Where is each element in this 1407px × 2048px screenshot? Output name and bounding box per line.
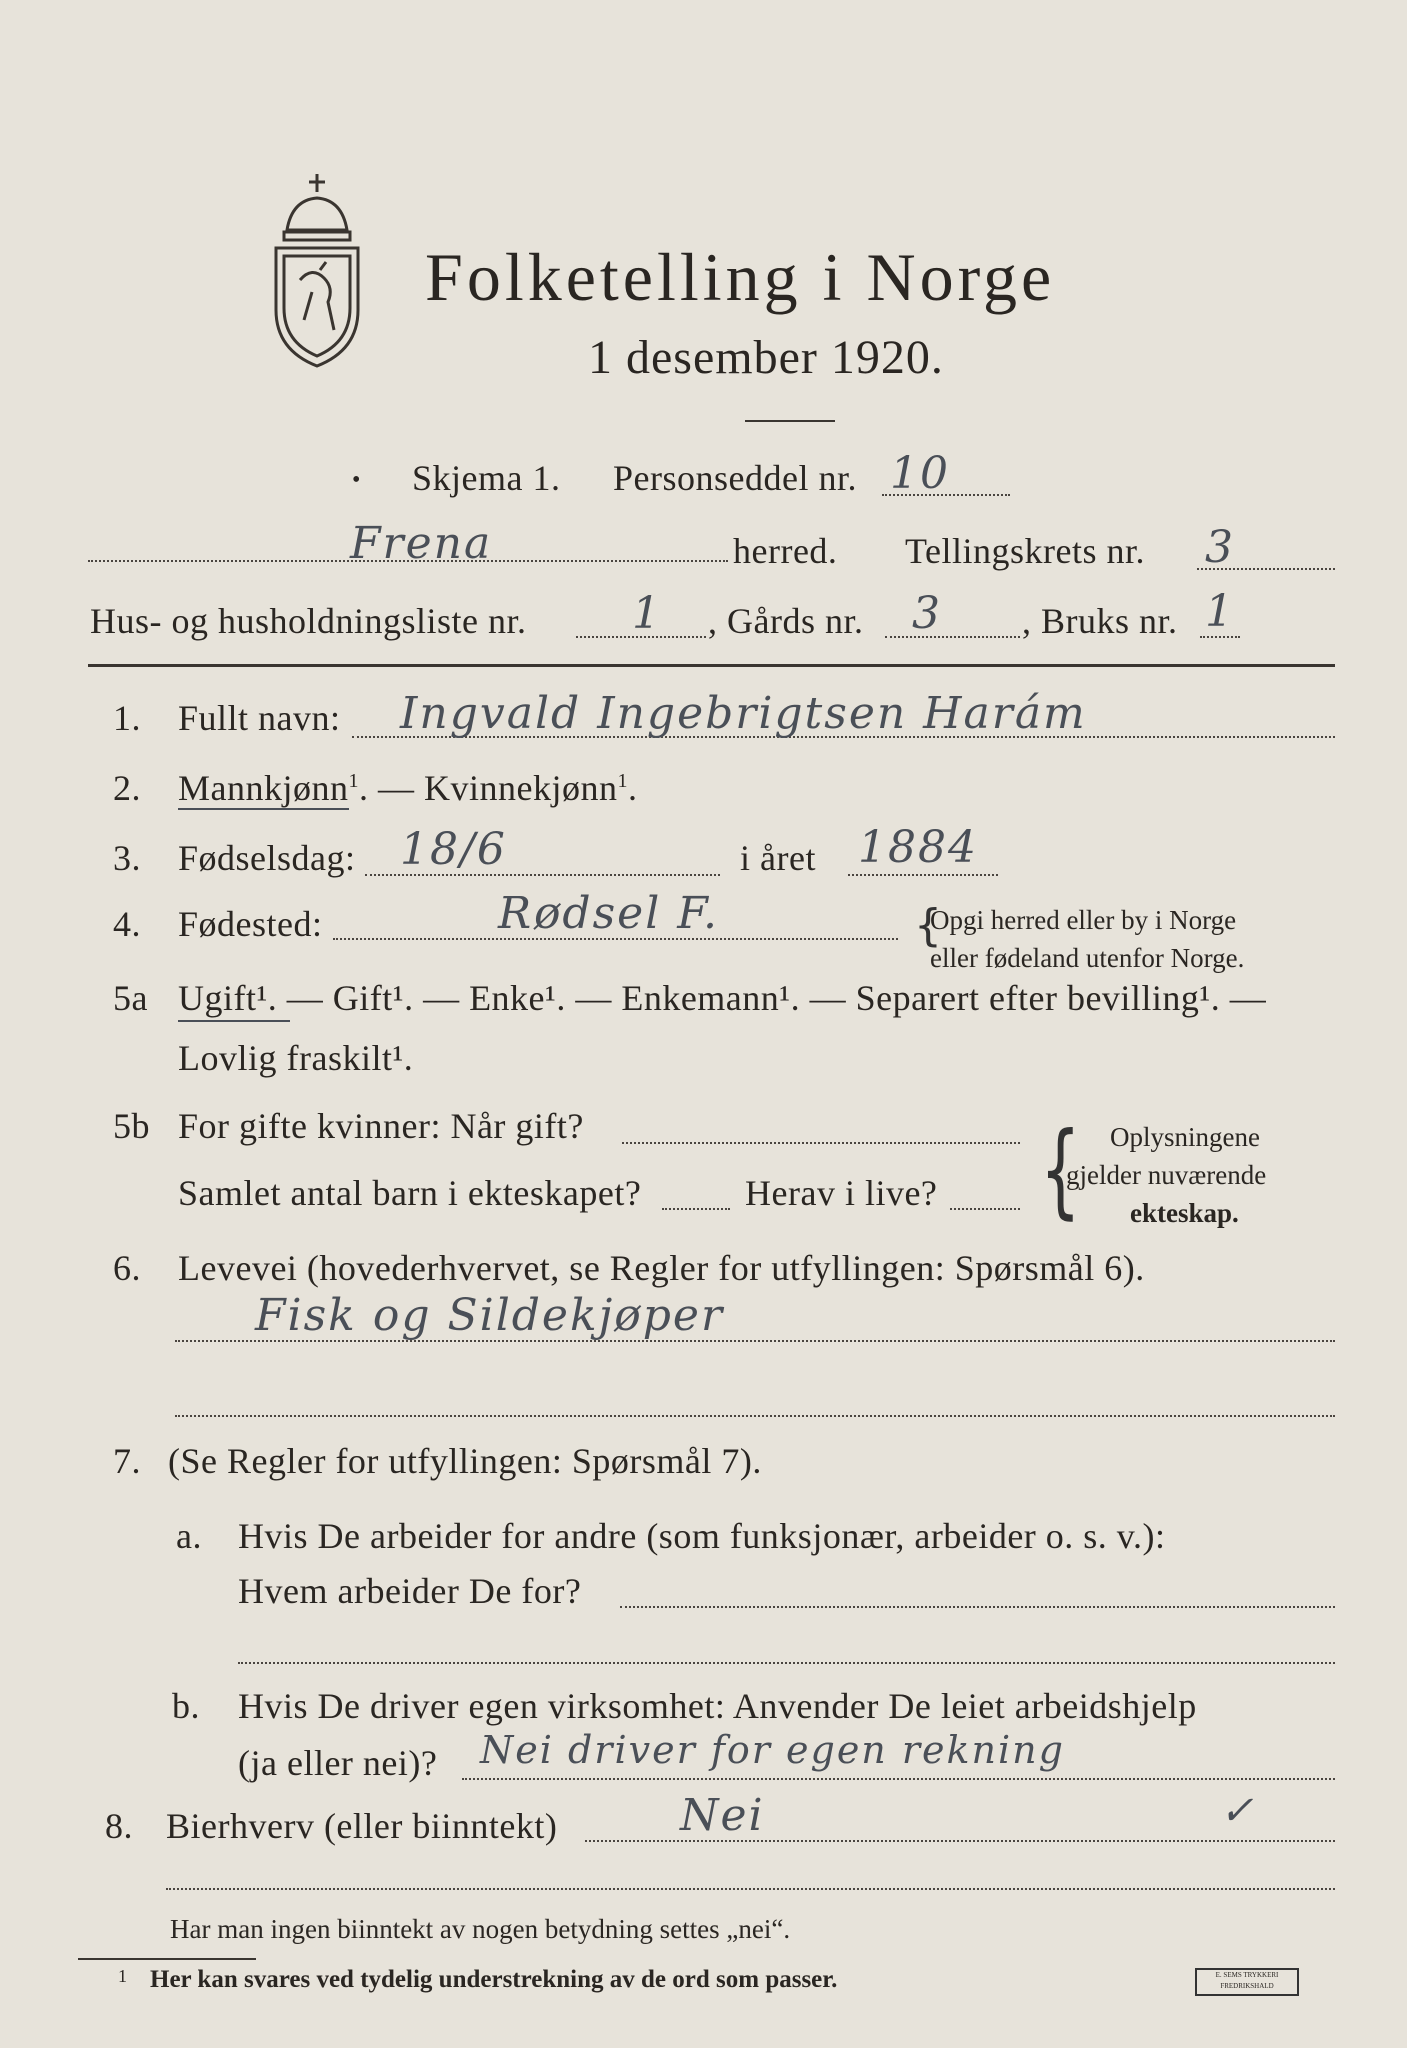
q5a-options-line2[interactable]: Lovlig fraskilt¹. (178, 1038, 414, 1078)
q4-note-line2: eller fødeland utenfor Norge. (930, 943, 1245, 973)
printer-stamp: E. SEMS TRYKKERI FREDRIKSHALD (1195, 1968, 1299, 1996)
side-income-value[interactable]: Nei (680, 1790, 765, 1841)
q4-label: Fødested: (178, 904, 323, 944)
birthplace-value[interactable]: Rødsel F. (498, 888, 719, 939)
q7b-line1: Hvis De driver egen virksomhet: Anvender De leiet arbeidshjelp (238, 1686, 1197, 1726)
bullet-dot: • (352, 467, 361, 493)
title-divider (745, 420, 835, 422)
q7a-line1: Hvis De arbeider for andre (som funksjonær, arbeider o. s. v.): (238, 1516, 1166, 1556)
q7b-letter: b. (172, 1686, 200, 1726)
personseddel-value[interactable]: 10 (890, 448, 950, 499)
footnote-rule (78, 1958, 256, 1960)
form-date: 1 desember 1920. (588, 331, 944, 384)
q2-number: 2. (113, 768, 141, 808)
female-option[interactable]: Kvinnekjønn (424, 768, 618, 808)
hus-value[interactable]: 1 (632, 588, 662, 639)
personseddel-label: Personseddel nr. (613, 458, 857, 498)
bruks-value[interactable]: 1 (1205, 586, 1235, 637)
q8-number: 8. (105, 1806, 133, 1846)
census-form-page: Folketelling i Norge 1 desember 1920. • Skjema 1. Personseddel nr. 10 Frena herred. Tellingskrets nr. 3 Hus- og husholdningsliste nr. 1 , Gårds nr. 3 , Bruks nr. 1 1. Fullt navn: Ingvald Ingebrigtsen Harám 2. Mannkjønn$^1$. — Kvinnekjønn$^1$. 3. Fødselsdag: 18/6 i året 1884 4. Fødested: Rødsel F. { Opgi herred eller by i Norge eller fødeland utenfor Norge. 5a Ugift¹. — Gift¹. — Enke¹. — Enkemann¹. — Separert efter bevilling¹. — Lovlig fraskilt¹. 5b For gifte kvinner: Når gift? Samlet antal barn i ekteskapet? Herav i live? { Oplysningene gjelder nuværende ekteskap. 6. Levevei (hovederhvervet, se Regler for utfyllingen: Spørsmål 6). Fisk og Sildekjøper 7. (Se Regler for utfyllingen: Spørsmål 7). a. Hvis De arbeider for andre (som funksjonær, arbeider o. s. v.): Hvem arbeider De for? b. Hvis De driver egen virksomhet: Anvender De leiet arbeidshjelp (ja eller nei)? Nei driver for egen rekning 8. Bierhverv (eller biinntekt) Nei ✓ Har man ingen biinntekt av nogen betydning settes „nei“. 1 Her kan svares ved tydelig understrekning av de ord som passer. E. SEMS TRYKKERI FREDRIKSHALD (0, 0, 1407, 2048)
q2-options: Mannkjønn$^1$. — Kvinnekjønn$^1$. (178, 768, 638, 808)
q5b-note2: gjelder nuværende (1066, 1160, 1267, 1190)
q5a-options[interactable]: Ugift¹. — Gift¹. — Enke¹. — Enkemann¹. — Separert efter bevilling¹. — (178, 978, 1267, 1018)
q7-number: 7. (113, 1441, 141, 1481)
footnote-text: Her kan svares ved tydelig understrekning av de ord som passer. (150, 1966, 838, 1993)
q5b-note1: Oplysningene (1110, 1122, 1260, 1152)
tellingskrets-label: Tellingskrets nr. (905, 531, 1145, 571)
occupation-value[interactable]: Fisk og Sildekjøper (255, 1290, 724, 1341)
q7b-line2: (ja eller nei)? (238, 1743, 438, 1783)
check-mark: ✓ (1220, 1788, 1256, 1834)
tellingskrets-value[interactable]: 3 (1205, 522, 1235, 573)
q6-number: 6. (113, 1248, 141, 1288)
ugift-underline (178, 1020, 290, 1022)
q1-number: 1. (113, 698, 141, 738)
footnote-mark: 1 (118, 1966, 127, 1986)
q4-note-line1: Opgi herred eller by i Norge (930, 905, 1237, 935)
form-title: Folketelling i Norge (425, 239, 1056, 315)
q5b-line2: Samlet antal barn i ekteskapet? (178, 1173, 642, 1213)
full-name-value[interactable]: Ingvald Ingebrigtsen Harám (400, 688, 1087, 739)
skjema-label: Skjema 1. (412, 458, 561, 498)
herred-value[interactable]: Frena (350, 518, 493, 569)
q5b-note3: ekteskap. (1130, 1198, 1239, 1228)
q8-label: Bierhverv (eller biinntekt) (166, 1806, 558, 1846)
q3-number: 3. (113, 838, 141, 878)
q5b-line2b: Herav i live? (745, 1173, 938, 1213)
employer-field[interactable] (620, 1606, 1335, 1608)
bruks-label: , Bruks nr. (1022, 601, 1178, 641)
q5a-number: 5a (113, 978, 148, 1018)
gards-label: , Gårds nr. (708, 601, 864, 641)
birth-year-value[interactable]: 1884 (858, 822, 978, 873)
q3-label: Fødselsdag: (178, 838, 356, 878)
birth-day-value[interactable]: 18/6 (400, 824, 507, 875)
q7-label: (Se Regler for utfyllingen: Spørsmål 7). (168, 1441, 762, 1481)
q5b-line1: For gifte kvinner: Når gift? (178, 1106, 584, 1146)
footer-note: Har man ingen biinntekt av nogen betydning settes „nei“. (170, 1914, 791, 1944)
male-option[interactable]: Mannkjønn (178, 768, 349, 808)
gards-value[interactable]: 3 (912, 588, 942, 639)
header-separator (88, 664, 1335, 667)
coat-of-arms-icon (262, 170, 372, 370)
employs-help-value[interactable]: Nei driver for egen rekning (480, 1728, 1065, 1772)
hus-label: Hus- og husholdningsliste nr. (90, 601, 527, 641)
q6-label: Levevei (hovederhvervet, se Regler for utfyllingen: Spørsmål 6). (178, 1248, 1145, 1288)
q1-label: Fullt navn: (178, 698, 341, 738)
q5b-number: 5b (113, 1106, 150, 1146)
herred-label: herred. (733, 531, 838, 571)
q7a-line2: Hvem arbeider De for? (238, 1571, 582, 1611)
q3-year-label: i året (740, 838, 816, 878)
q4-number: 4. (113, 904, 141, 944)
q7a-letter: a. (176, 1516, 202, 1556)
